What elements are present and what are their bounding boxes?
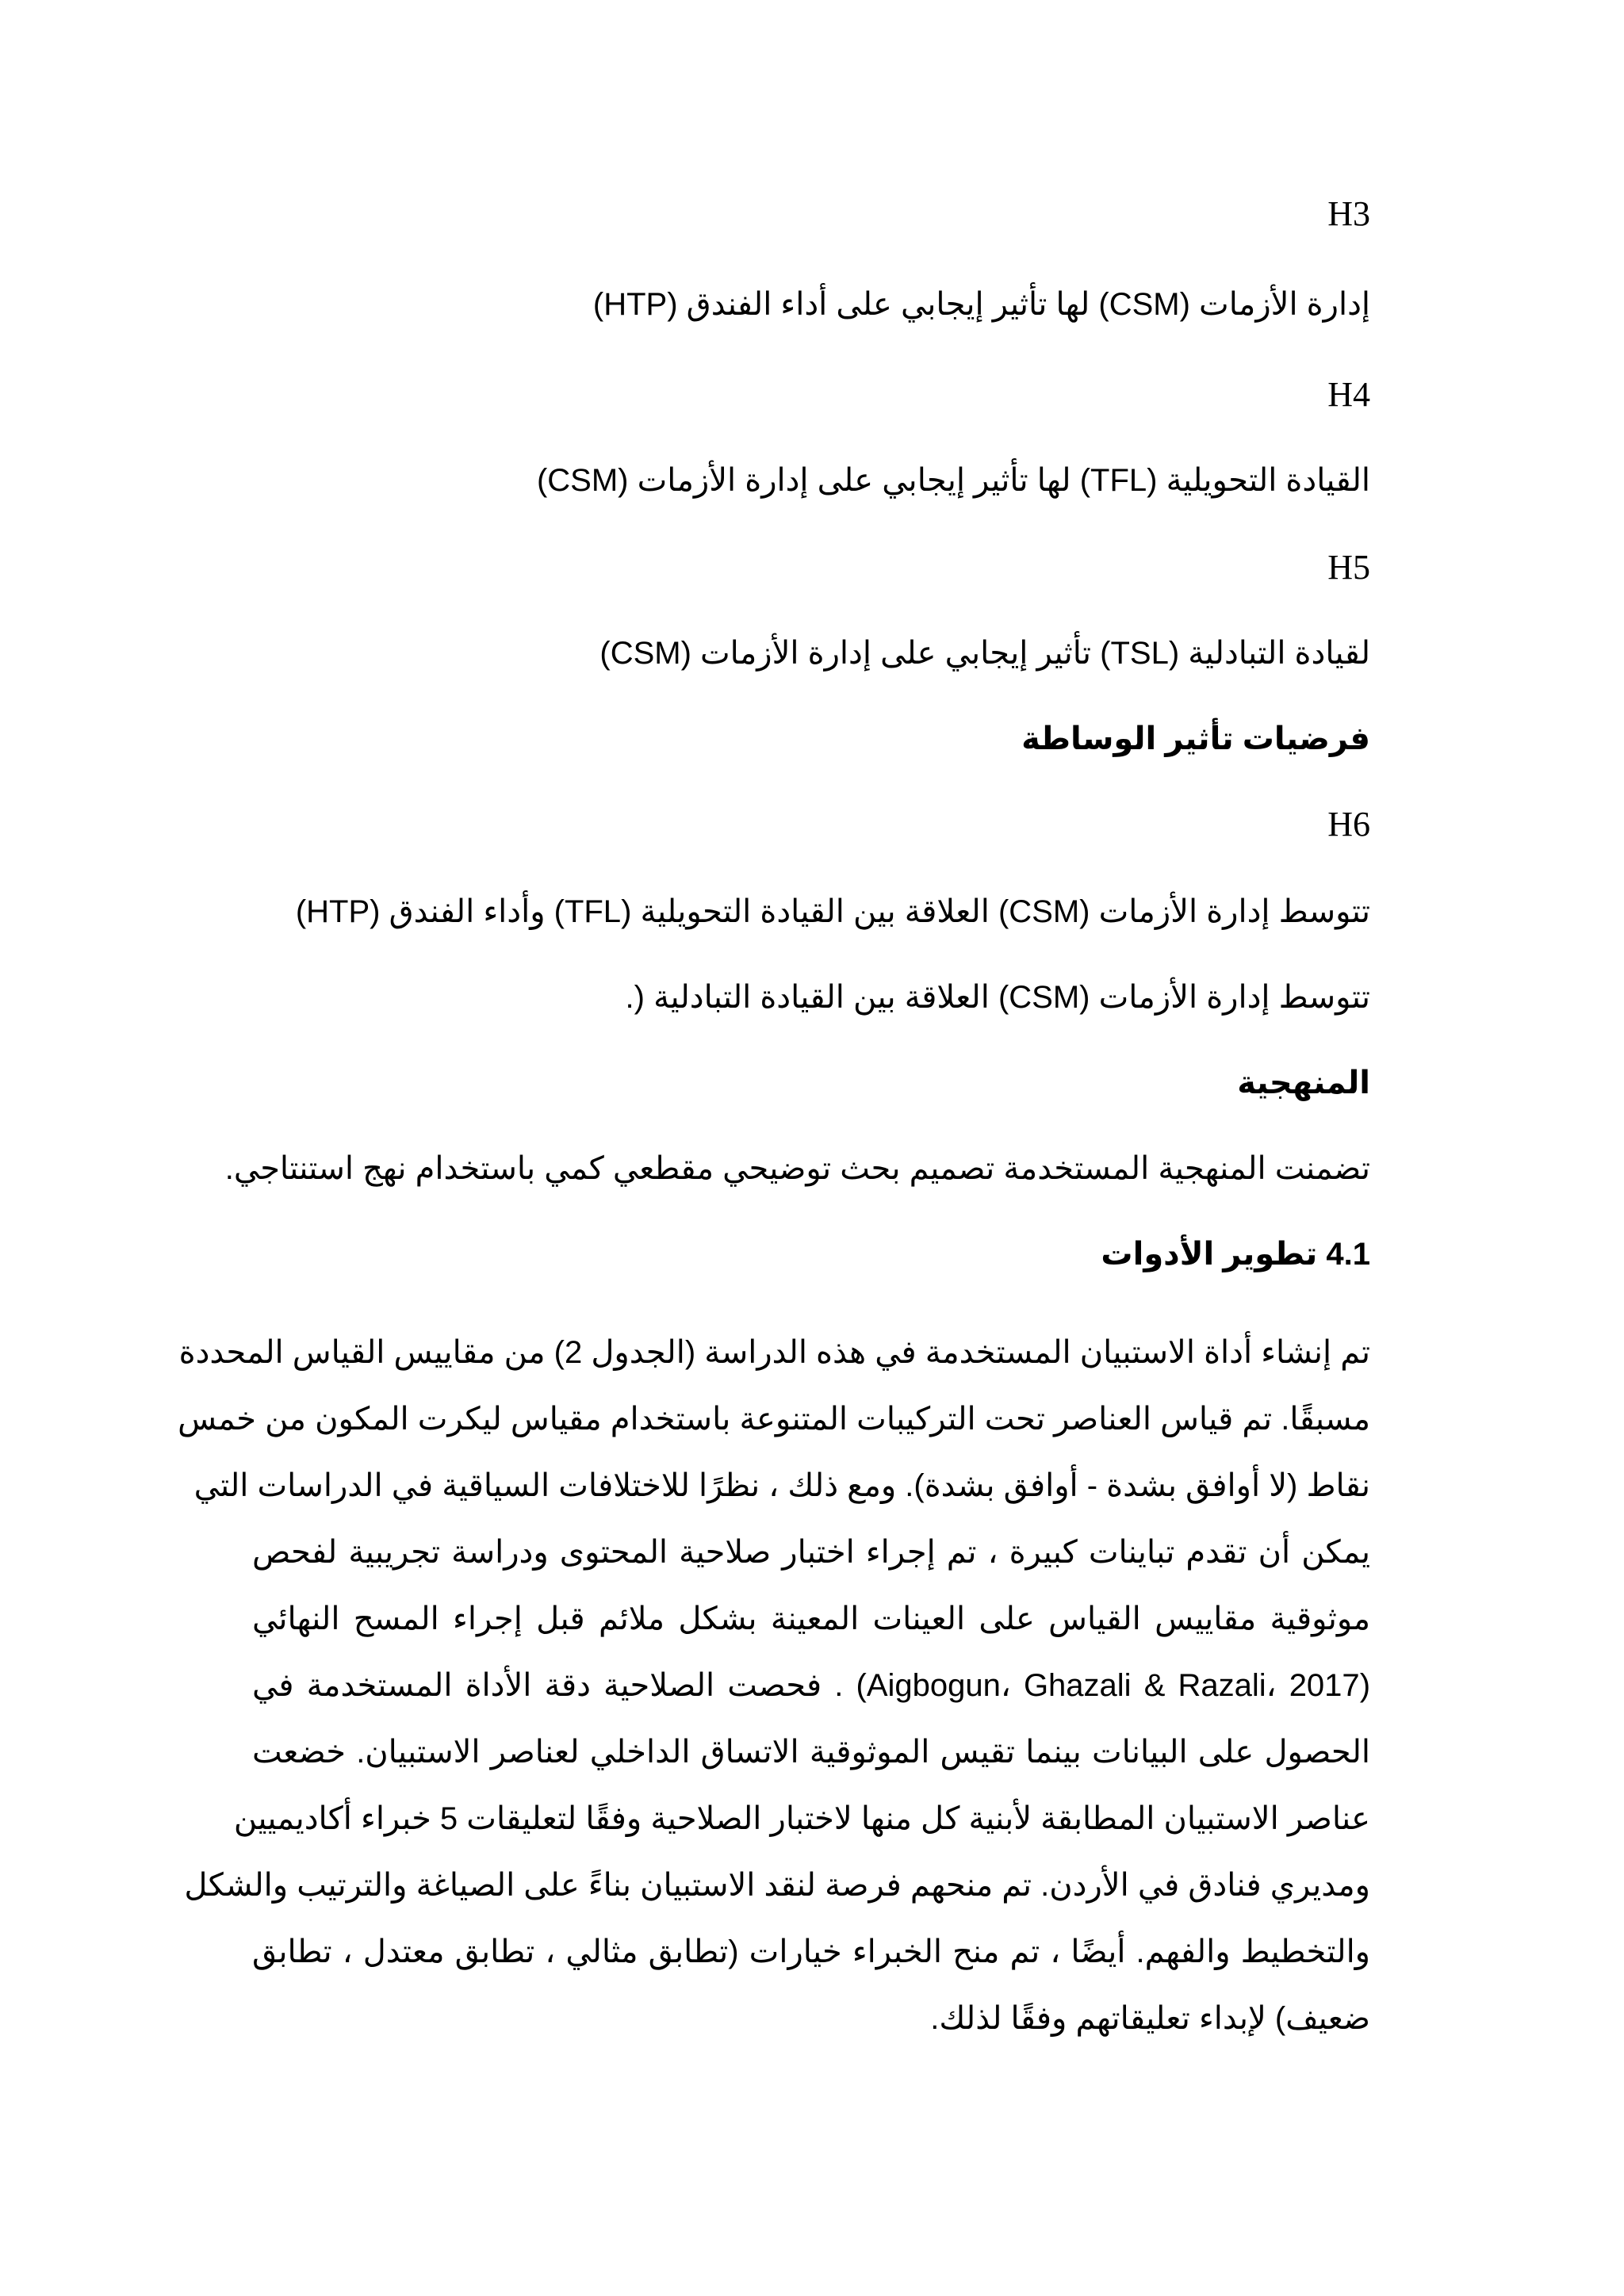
paragraph-line: الحصول على البيانات بينما تقيس الموثوقية الاتساق الداخلي لعناصر الاستبيان. خضعت [252,1735,1370,1770]
paragraph-line: عناصر الاستبيان المطابقة لأبنية كل منها لاختبار الصلاحية وفقًا لتعليقات 5 خبراء أكاديميين [233,1801,1370,1836]
hypothesis-h4-text: القيادة التحويلية (TFL) لها تأثير إيجابي على إدارة الأزمات (CSM) [536,463,1370,498]
hypothesis-h5-text: لقيادة التبادلية (TSL) تأثير إيجابي على إدارة الأزمات (CSM) [599,636,1370,671]
paragraph-line: نقاط (لا أوافق بشدة - أوافق بشدة). ومع ذلك ، نظرًا للاختلافات السياقية في الدراسات التي [193,1468,1370,1503]
hypothesis-h6-line-1: تتوسط إدارة الأزمات (CSM) العلاقة بين القيادة التحويلية (TFL) وأداء الفندق (HTP) [295,894,1370,929]
hypothesis-h5-label: H5 [1327,548,1370,587]
tools-heading: 4.1 تطوير الأدوات [1101,1237,1370,1272]
hypothesis-h4-label: H4 [1327,375,1370,414]
hypothesis-h3-text: إدارة الأزمات (CSM) لها تأثير إيجابي على أداء الفندق (HTP) [592,287,1370,322]
paragraph-line: ومديري فنادق في الأردن. تم منحهم فرصة لنقد الاستبيان بناءً على الصياغة والترتيب والشكل [184,1868,1370,1903]
paragraph-line-last: ضعيف) لإبداء تعليقاتهم وفقًا لذلك. [930,2001,1370,2036]
paragraph-line: مسبقًا. تم قياس العناصر تحت التركيبات المتنوعة باستخدام مقياس ليكرت المكون من خمس [178,1402,1370,1437]
mediation-heading: فرضيات تأثير الوساطة [1021,721,1370,756]
paragraph-line: والتخطيط والفهم. أيضًا ، تم منح الخبراء خيارات (تطابق مثالي ، تطابق معتدل ، تطابق [252,1934,1370,1969]
hypothesis-h6-label: H6 [1327,805,1370,844]
tools-paragraph [178,1319,1371,2052]
paragraph-line-citation: (Aigbogun، Ghazali & Razali، 2017) . فحصت الصلاحية دقة الأداة المستخدمة في [252,1668,1371,1703]
methodology-text: تضمنت المنهجية المستخدمة تصميم بحث توضيحي مقطعي كمي باستخدام نهج استنتاجي. [224,1151,1370,1186]
paragraph-line: يمكن أن تقدم تباينات كبيرة ، تم إجراء اختبار صلاحية المحتوى ودراسة تجريبية لفحص [252,1535,1370,1570]
hypothesis-h3-label: H3 [1327,194,1370,233]
methodology-heading: المنهجية [1237,1066,1370,1100]
paragraph-line: تم إنشاء أداة الاستبيان المستخدمة في هذه الدراسة (الجدول 2) من مقاييس القياس المحددة [178,1335,1370,1370]
paragraph-line: موثوقية مقاييس القياس على العينات المعينة بشكل ملائم قبل إجراء المسح النهائي [252,1601,1370,1636]
hypothesis-h6-line-2: تتوسط إدارة الأزمات (CSM) العلاقة بين القيادة التبادلية (. [625,980,1370,1015]
